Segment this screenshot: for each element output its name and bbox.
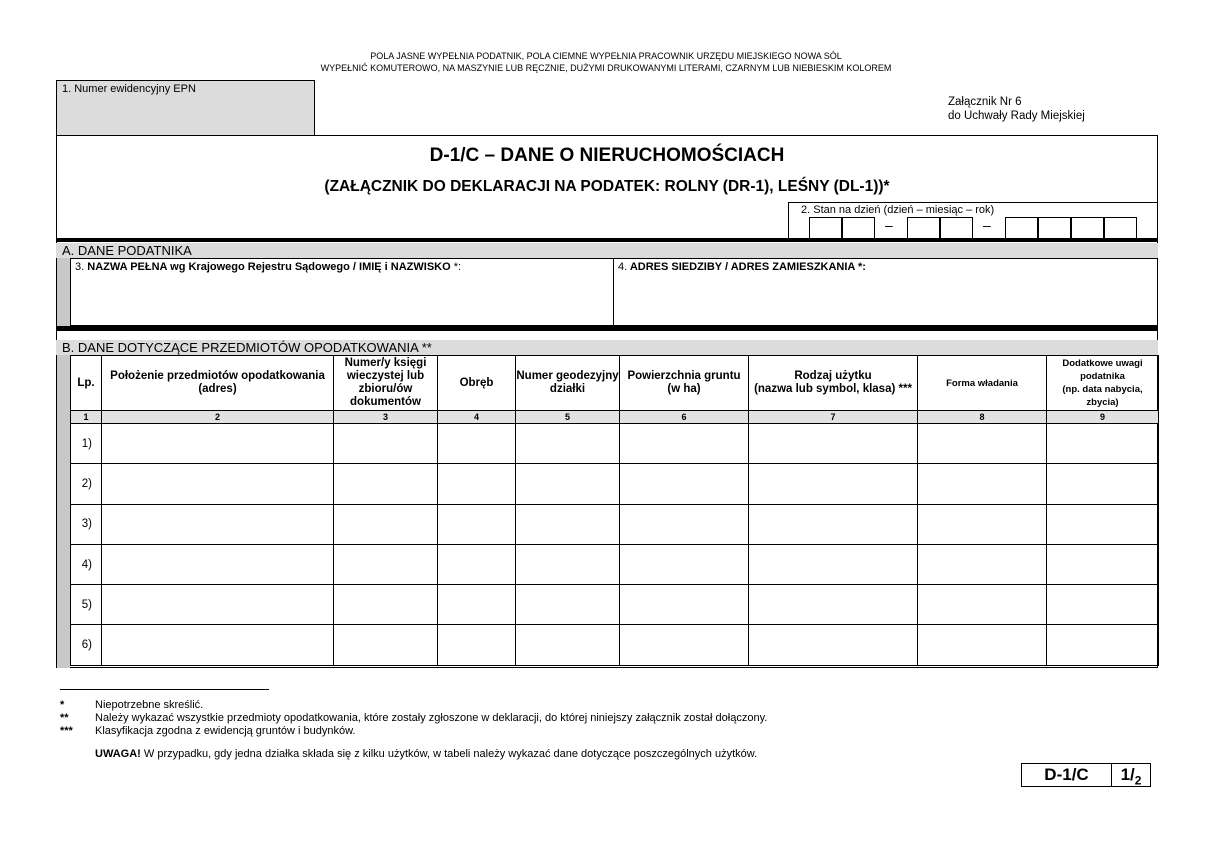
remarks-cell[interactable] <box>1047 464 1159 504</box>
page-indicator <box>1021 763 1151 787</box>
footnote-text: Klasyfikacja zgodna z ewidencją gruntów i budynków. <box>95 725 356 737</box>
remarks-cell[interactable] <box>1047 424 1159 464</box>
area-cell[interactable] <box>620 424 749 464</box>
ownership-cell[interactable] <box>918 625 1047 665</box>
col-ownership-header: Forma władania <box>918 356 1047 411</box>
column-number: 1 <box>71 411 102 424</box>
row-number: 6) <box>71 625 102 665</box>
date-field[interactable] <box>788 202 1158 238</box>
table-row <box>71 504 1159 544</box>
date-year-digit-1[interactable] <box>1005 217 1038 238</box>
date-year-digit-4[interactable] <box>1104 217 1137 238</box>
date-month-digit-1[interactable] <box>907 217 940 238</box>
parcel-number-cell[interactable] <box>516 585 620 625</box>
row-number: 1) <box>71 424 102 464</box>
ownership-cell[interactable] <box>918 464 1047 504</box>
location-cell[interactable] <box>102 585 334 625</box>
ownership-cell[interactable] <box>918 504 1047 544</box>
column-number: 8 <box>918 411 1047 424</box>
remarks-cell[interactable] <box>1047 585 1159 625</box>
column-number: 7 <box>749 411 918 424</box>
date-year-digit-2[interactable] <box>1038 217 1071 238</box>
address-field-label: ADRES SIEDZIBY / ADRES ZAMIESZKANIA *: <box>629 261 866 273</box>
land-use-cell[interactable] <box>749 464 918 504</box>
col-precinct-header: Obręb <box>438 356 516 411</box>
land-use-cell[interactable] <box>749 424 918 464</box>
location-cell[interactable] <box>102 544 334 584</box>
table-row <box>71 424 1159 464</box>
section-b-title: B. DANE DOTYCZĄCE PRZEDMIOTÓW OPODATKOWANIA ** <box>56 340 1158 355</box>
form-title: D-1/C – DANE O NIERUCHOMOŚCIACH <box>429 145 785 166</box>
table-row <box>71 544 1159 584</box>
name-field-number: 3. <box>75 261 85 273</box>
epn-field[interactable] <box>56 80 315 135</box>
section-divider <box>56 326 1158 331</box>
page-number: $1/_2$ <box>1120 765 1142 788</box>
form-code: D-1/C <box>1022 764 1112 786</box>
col-area-header: Powierzchnia gruntu (w ha) <box>620 356 749 411</box>
ownership-cell[interactable] <box>918 544 1047 584</box>
land-register-cell[interactable] <box>334 464 438 504</box>
attachment-line-1: Załącznik Nr 6 <box>948 96 1022 108</box>
epn-label: 1. Numer ewidencyjny EPN <box>62 83 196 95</box>
date-month-digit-2[interactable] <box>940 217 973 238</box>
col-location-header: Położenie przedmiotów opodatkowania (adres) <box>102 356 334 411</box>
column-number: 4 <box>438 411 516 424</box>
col-land-register-header: Numer/y księgi wieczystej lub zbioru/ów dokumentów <box>334 356 438 411</box>
parcel-number-cell[interactable] <box>516 544 620 584</box>
precinct-cell[interactable] <box>438 424 516 464</box>
land-register-cell[interactable] <box>334 625 438 665</box>
instruction-line-2: WYPEŁNIĆ KOMUTEROWO, NA MASZYNIE LUB RĘCZNIE, DUŻYMI DRUKOWANYMI LITERAMI, CZARNYM LUB NIEBIESKIM KOLOREM <box>320 63 892 73</box>
area-cell[interactable] <box>620 585 749 625</box>
land-register-cell[interactable] <box>334 504 438 544</box>
attachment-line-2: do Uchwały Rady Miejskiej <box>948 110 1085 122</box>
parcel-number-cell[interactable] <box>516 424 620 464</box>
column-number: 5 <box>516 411 620 424</box>
address-field-number: 4. <box>618 261 628 273</box>
footnote-text: Należy wykazać wszystkie przedmioty opodatkowania, które zostały zgłoszone w deklaracji, do której niniejszy załącznik został dołączony. <box>95 712 768 724</box>
area-cell[interactable] <box>620 504 749 544</box>
row-number: 2) <box>71 464 102 504</box>
land-use-cell[interactable] <box>749 504 918 544</box>
remarks-cell[interactable] <box>1047 544 1159 584</box>
precinct-cell[interactable] <box>438 625 516 665</box>
table-row <box>71 464 1159 504</box>
attachment-note <box>948 95 1085 123</box>
table-row <box>71 625 1159 665</box>
date-day-digit-1[interactable] <box>809 217 842 238</box>
column-number: 2 <box>102 411 334 424</box>
col-parcel-number-header: Numer geodezyjny działki <box>516 356 620 411</box>
location-cell[interactable] <box>102 504 334 544</box>
precinct-cell[interactable] <box>438 585 516 625</box>
parcel-number-cell[interactable] <box>516 464 620 504</box>
date-separator: – <box>885 217 893 233</box>
precinct-cell[interactable] <box>438 544 516 584</box>
col-remarks-header: Dodatkowe uwagi podatnika (np. data nabycia, zbycia) <box>1047 356 1159 411</box>
row-number: 5) <box>71 585 102 625</box>
column-number: 9 <box>1047 411 1159 424</box>
land-register-cell[interactable] <box>334 424 438 464</box>
column-number: 6 <box>620 411 749 424</box>
ownership-cell[interactable] <box>918 424 1047 464</box>
remarks-cell[interactable] <box>1047 504 1159 544</box>
precinct-cell[interactable] <box>438 504 516 544</box>
footnote-divider <box>60 689 269 690</box>
warning-label: UWAGA! <box>95 748 141 760</box>
area-cell[interactable] <box>620 625 749 665</box>
col-land-use-header: Rodzaj użytku (nazwa lub symbol, klasa) *** <box>749 356 918 411</box>
footnote-1 <box>60 699 203 712</box>
section-divider <box>56 238 1158 242</box>
land-use-cell[interactable] <box>749 585 918 625</box>
parcel-number-cell[interactable] <box>516 504 620 544</box>
area-cell[interactable] <box>620 544 749 584</box>
land-use-cell[interactable] <box>749 625 918 665</box>
section-b-strip <box>57 355 70 668</box>
footnote-mark: *** <box>60 725 73 737</box>
remarks-cell[interactable] <box>1047 625 1159 665</box>
footnote-3 <box>60 725 355 738</box>
table-row <box>71 585 1159 625</box>
ownership-cell[interactable] <box>918 585 1047 625</box>
col-lp-header: Lp. <box>71 356 102 411</box>
date-label: 2. Stan na dzień (dzień – miesiąc – rok) <box>801 204 995 216</box>
parcel-number-cell[interactable] <box>516 625 620 665</box>
footnote-text: Niepotrzebne skreślić. <box>95 699 204 711</box>
location-cell[interactable] <box>102 625 334 665</box>
table-header-row <box>71 356 1159 411</box>
location-cell[interactable] <box>102 464 334 504</box>
row-number: 4) <box>71 544 102 584</box>
warning-text: W przypadku, gdy jedna działka składa się z kilku użytków, w tabeli należy wykazać dane dotyczące poszczególnych użytków. <box>140 748 758 760</box>
address-field[interactable] <box>613 258 1158 326</box>
date-day-digit-2[interactable] <box>842 217 875 238</box>
land-register-cell[interactable] <box>334 544 438 584</box>
land-register-cell[interactable] <box>334 585 438 625</box>
section-a-title: A. DANE PODATNIKA <box>56 243 1158 258</box>
area-cell[interactable] <box>620 464 749 504</box>
warning-note <box>95 748 757 760</box>
footnote-mark: * <box>60 699 65 711</box>
date-separator: – <box>983 217 991 233</box>
name-field-label: NAZWA PEŁNA wg Krajowego Rejestru Sądowego / IMIĘ i NAZWISKO <box>87 261 451 273</box>
objects-table <box>70 355 1159 666</box>
footnote-2 <box>60 712 767 725</box>
section-a-strip <box>57 258 70 326</box>
column-numbers-row <box>71 411 1159 424</box>
land-use-cell[interactable] <box>749 544 918 584</box>
form-subtitle: (ZAŁĄCZNIK DO DEKLARACJI NA PODATEK: ROLNY (DR-1), LEŚNY (DL-1))* <box>324 178 890 195</box>
date-year-digit-3[interactable] <box>1071 217 1104 238</box>
column-number: 3 <box>334 411 438 424</box>
instruction-line-1: POLA JASNE WYPEŁNIA PODATNIK, POLA CIEMNE WYPEŁNIA PRACOWNIK URZĘDU MIEJSKIEGO NOWA SÓL <box>370 51 842 61</box>
footnote-mark: ** <box>60 712 69 724</box>
name-field-mark: *: <box>450 261 462 273</box>
location-cell[interactable] <box>102 424 334 464</box>
row-number: 3) <box>71 504 102 544</box>
name-field[interactable] <box>70 258 614 326</box>
precinct-cell[interactable] <box>438 464 516 504</box>
